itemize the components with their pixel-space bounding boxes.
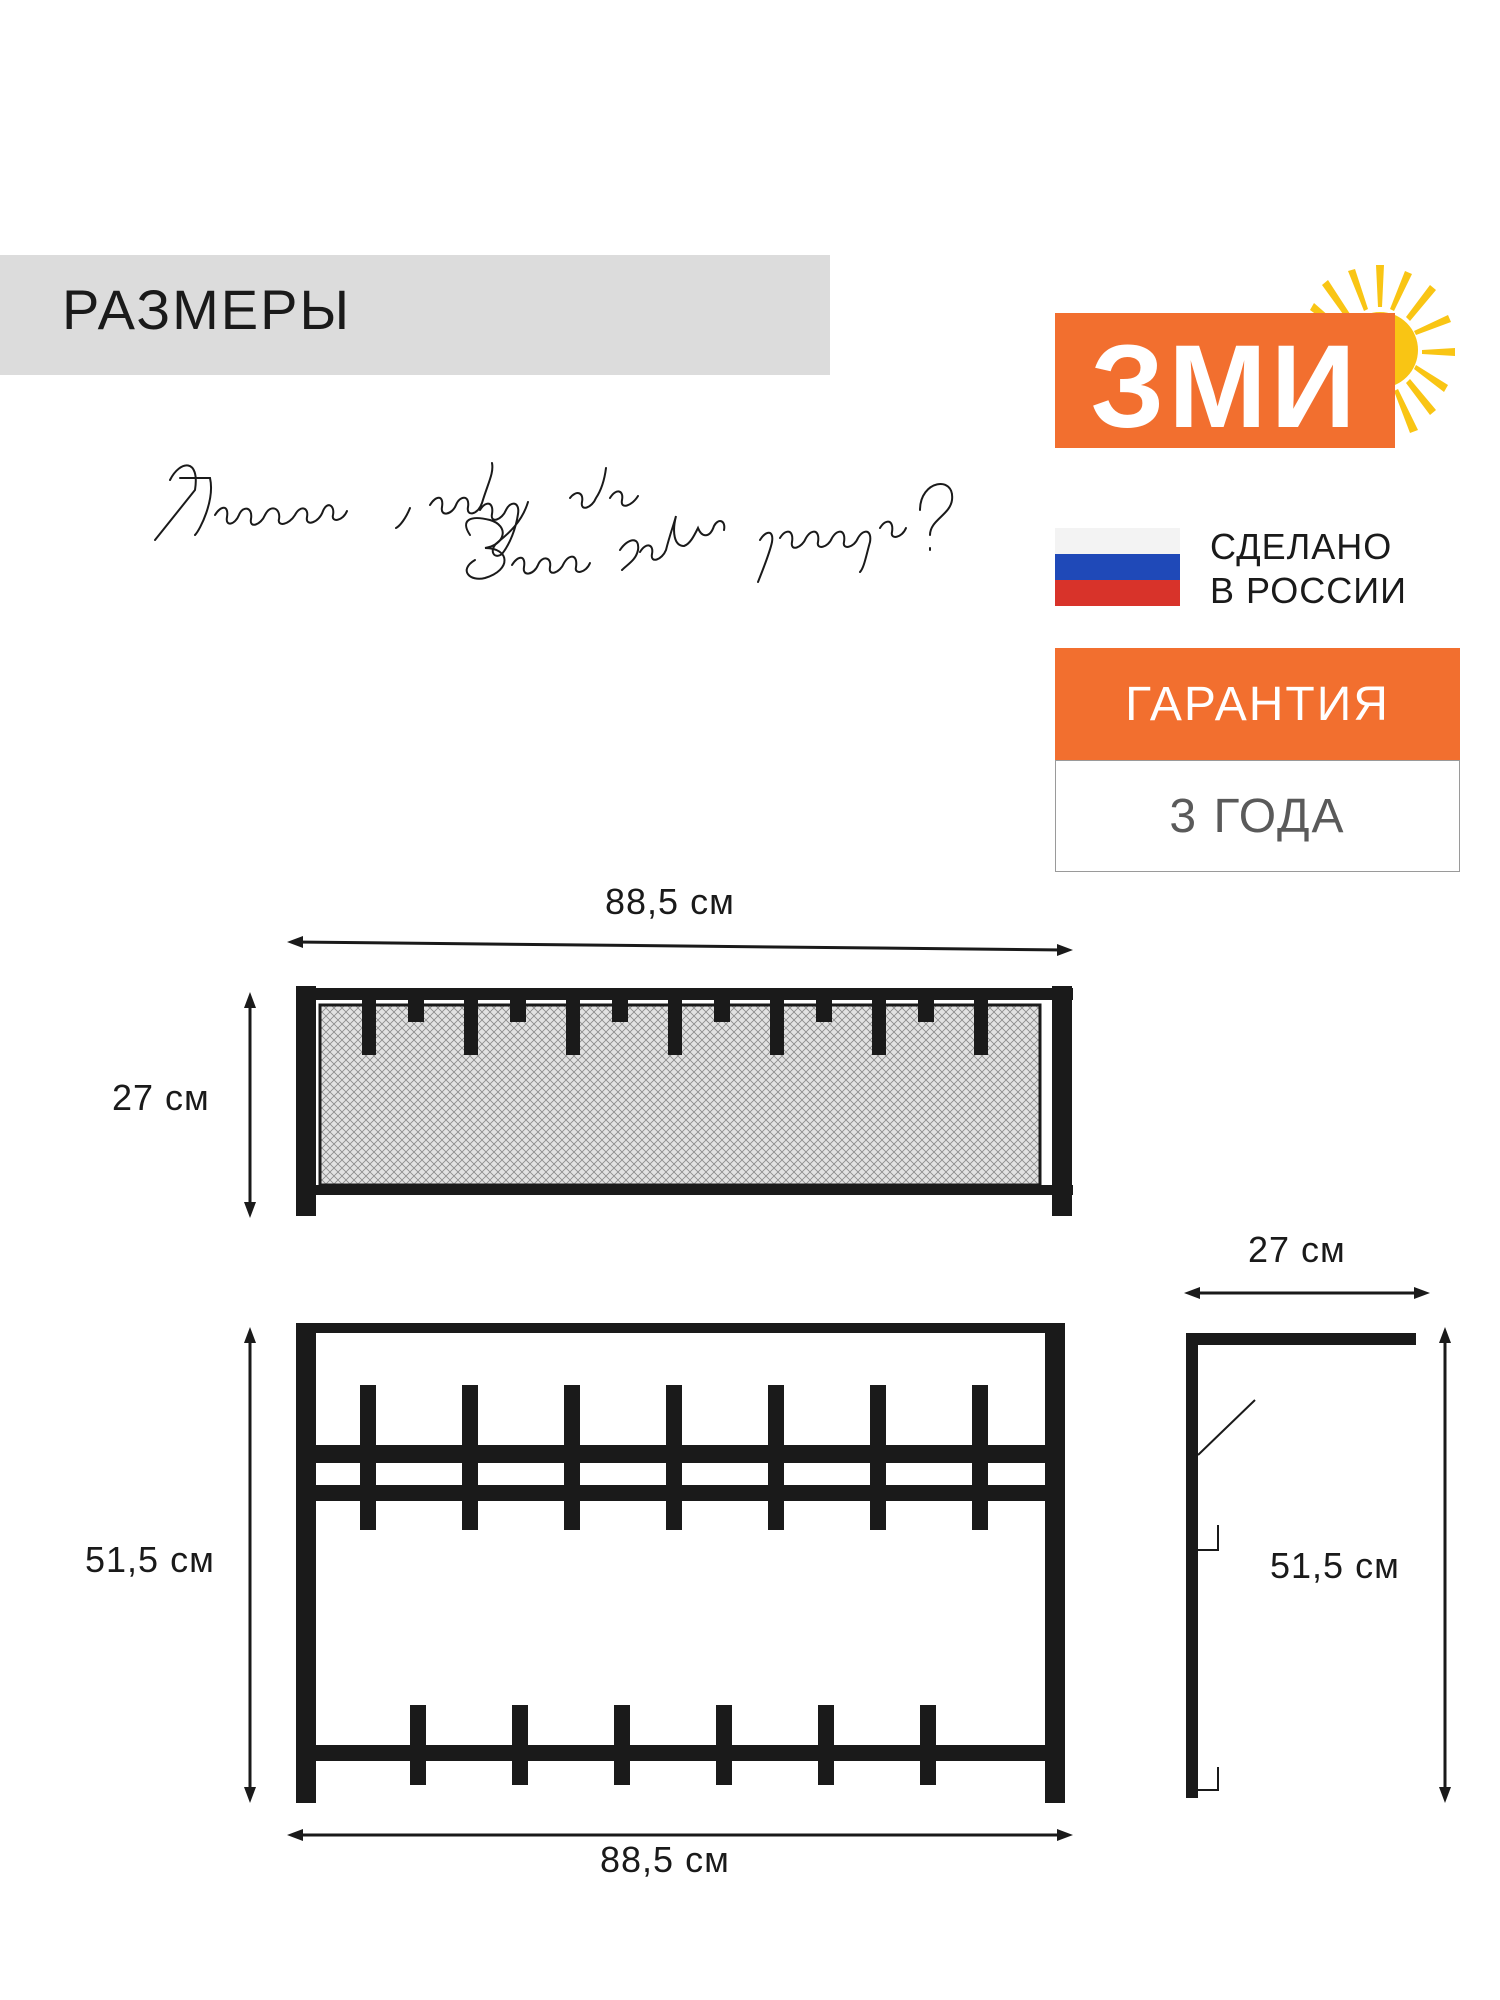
zmi-logo — [1050, 255, 1460, 455]
warranty-value: 3 ГОДА — [1055, 760, 1460, 872]
made-in-russia-label — [1210, 525, 1407, 613]
front-height-arrow — [235, 1325, 265, 1805]
handwritten-tagline — [140, 420, 1000, 600]
side-depth-arrow — [1182, 1278, 1432, 1308]
side-depth-label: 27 см — [1248, 1229, 1346, 1270]
logo-text: ЗМИ — [1090, 321, 1360, 453]
front-view-drawing — [290, 1315, 1080, 1810]
front-width-label: 88,5 см — [600, 1839, 730, 1880]
top-depth-label: 27 см — [112, 1077, 210, 1118]
front-width-arrow — [285, 1820, 1075, 1850]
front-height-label: 51,5 см — [85, 1539, 215, 1580]
top-width-arrow — [285, 930, 1075, 970]
page-title: РАЗМЕРЫ — [62, 278, 352, 341]
made-in-line1: СДЕЛАНО — [1210, 526, 1393, 567]
russia-flag-icon — [1055, 528, 1180, 606]
top-depth-arrow — [235, 990, 265, 1220]
top-view-drawing — [290, 980, 1080, 1225]
warranty-label: ГАРАНТИЯ — [1055, 648, 1460, 760]
side-height-arrow — [1430, 1325, 1460, 1805]
made-in-line2: В РОССИИ — [1210, 570, 1407, 611]
top-width-label: 88,5 см — [605, 881, 735, 922]
side-height-label: 51,5 см — [1270, 1545, 1400, 1586]
